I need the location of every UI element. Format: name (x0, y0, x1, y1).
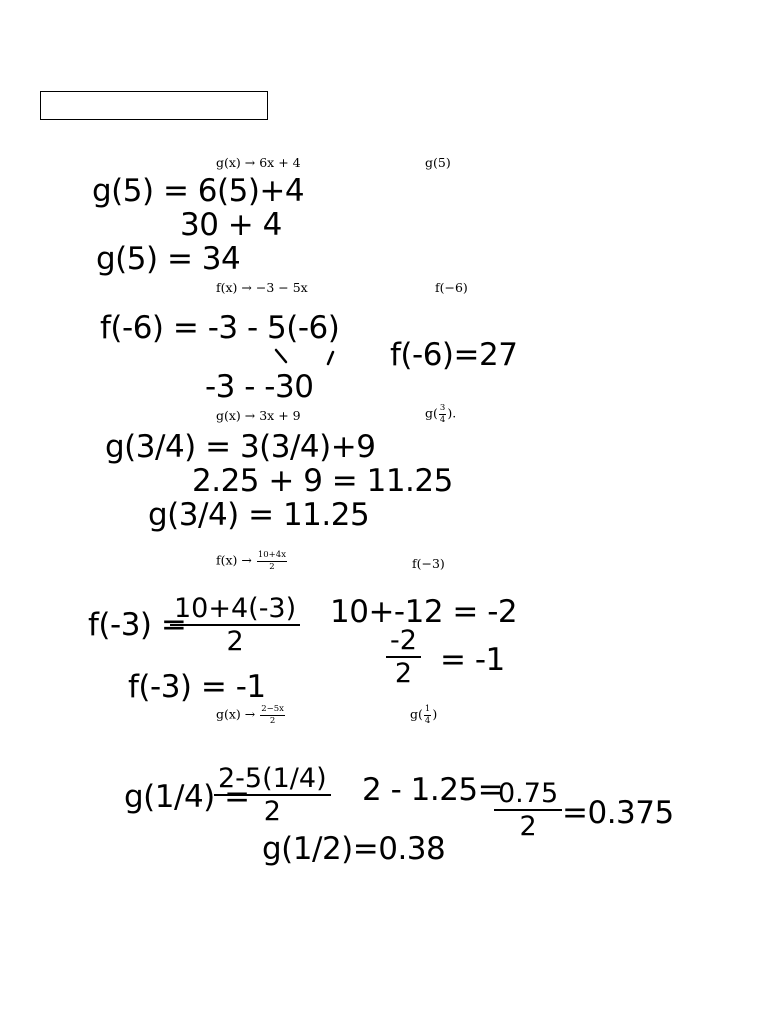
problem-1-work-line-3: g(5) = 34 (96, 241, 241, 277)
problem-1-work-line-2: 30 + 4 (180, 207, 282, 243)
problem-2-work-line-1: f(-6) = -3 - 5(-6) (100, 310, 340, 346)
problem-2-work-line-2: -3 - -30 (205, 369, 314, 405)
problem-3-evaluate: g( $\frac{3}{4}$ ). (425, 403, 457, 425)
problem-2-answer: f(-6)=27 (390, 337, 518, 373)
problem-4-work-lhs: f(-3) = (88, 607, 187, 643)
problem-5-work-fraction: 2-5(1/4) 2 (214, 765, 331, 825)
function-fraction: $\frac{10+4x}{2}$ (257, 550, 286, 572)
problem-3-work-line-3: g(3/4) = 11.25 (148, 497, 370, 533)
problem-5-work-right: 2 - 1.25= (362, 772, 504, 808)
problem-1-work-line-1: g(5) = 6(5)+4 (92, 173, 305, 209)
problem-3-function: g(x) → 3x + 9 (216, 408, 301, 423)
function-fraction: $\frac{2-5x}{2}$ (261, 704, 284, 726)
problem-1-evaluate: g(5) (425, 155, 451, 170)
problem-4-work-right-result: = -1 (440, 642, 505, 678)
problem-4-work-fraction: 10+4(-3) 2 (170, 595, 300, 655)
problem-3-work-line-1: g(3/4) = 3(3/4)+9 (105, 429, 376, 465)
problem-4-work-right: 10+-12 = -2 (330, 594, 518, 630)
problem-5-evaluate: g( $\frac{1}{4}$ ) (410, 704, 438, 726)
problem-4-work-right-fraction: -2 2 (386, 627, 421, 687)
problem-4-function: f(x) → $\frac{10+4x}{2}$ (216, 550, 286, 572)
problem-3-work-line-2: 2.25 + 9 = 11.25 (192, 463, 453, 499)
problem-4-evaluate: f(−3) (412, 556, 445, 571)
problem-4-work-final: f(-3) = -1 (128, 669, 266, 705)
problem-5-work-lhs: g(1/4) = (124, 779, 250, 815)
problem-2-evaluate: f(−6) (435, 280, 468, 295)
problem-2-function: f(x) → −3 − 5x (216, 280, 308, 295)
problem-1-function: g(x) → 6x + 4 (216, 155, 301, 170)
problem-5-function: g(x) → $\frac{2-5x}{2}$ (216, 704, 284, 726)
problem-5-work-right-fraction: 0.75 2 (494, 780, 562, 840)
problem-5-work-right-result: =0.375 (562, 795, 674, 831)
evaluate-fraction: $\frac{3}{4}$ (439, 403, 446, 425)
problem-5-work-final: g(1/2)=0.38 (262, 831, 446, 867)
evaluate-fraction: $\frac{1}{4}$ (424, 704, 431, 726)
